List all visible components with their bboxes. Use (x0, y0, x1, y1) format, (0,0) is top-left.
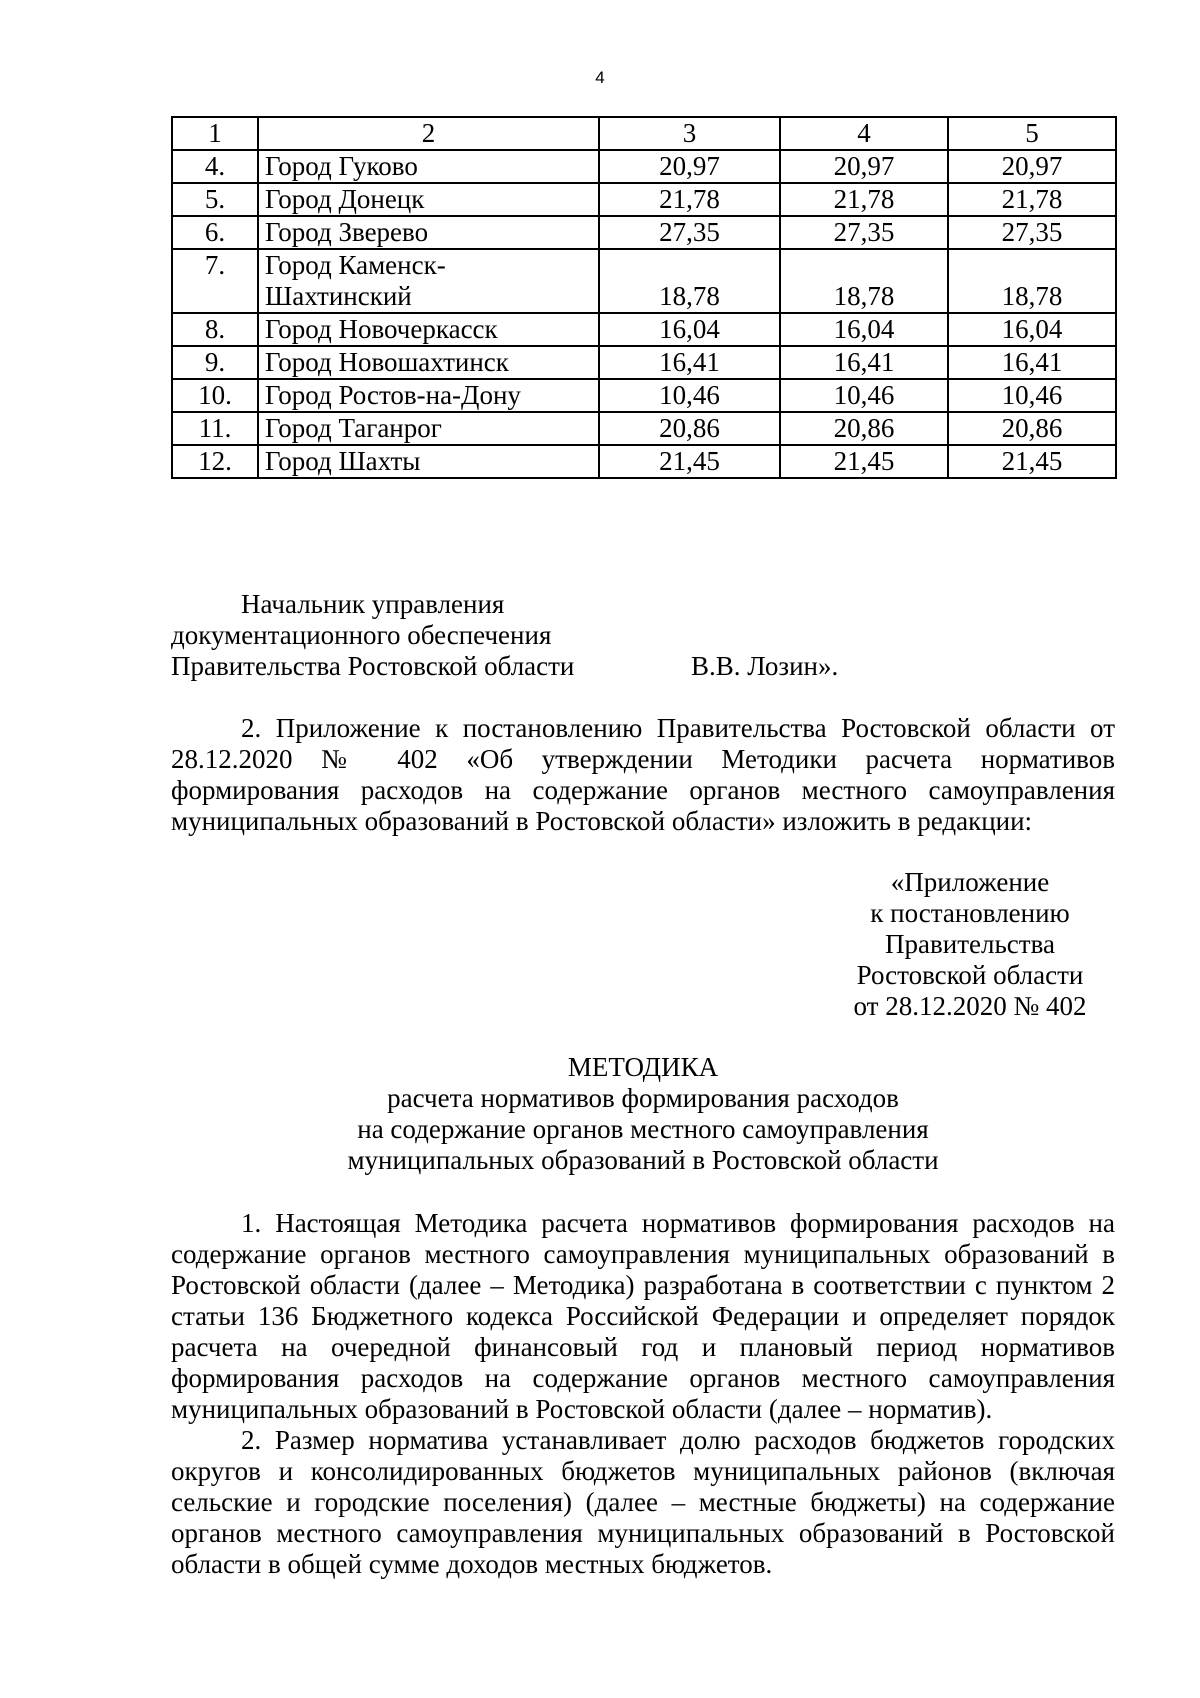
row-number-cell: 10. (172, 379, 258, 412)
clause-2-text: 2. Размер норматива устанавливает долю расходов бюджетов городских округов и консолидированных бюджетов муниципальных районов (включая сельские и городские поселения) (далее – местные бюджеты) на содержание органов местного самоуправления муниципальных образований в Ростовской области в общей сумме доходов местных бюджетов. (171, 1425, 1115, 1579)
value-cell-col5: 27,35 (948, 216, 1116, 249)
signature-position-line: Правительства Ростовской области (171, 651, 575, 681)
row-number-cell: 8. (172, 313, 258, 346)
value-cell-col4: 18,78 (780, 249, 948, 313)
municipality-name-cell (258, 313, 599, 346)
value-cell-col5: 21,45 (948, 445, 1116, 478)
municipality-name-cell (258, 379, 599, 412)
value-cell-col4: 20,86 (780, 412, 948, 445)
row-number-cell: 5. (172, 183, 258, 216)
row-number-cell: 12. (172, 445, 258, 478)
table-row (172, 379, 1116, 412)
municipality-name-cell (258, 216, 599, 249)
table-row (172, 412, 1116, 445)
value-cell-col4: 16,41 (780, 346, 948, 379)
municipality-name-line: Город Шахты (265, 446, 421, 476)
method-title (171, 1052, 1115, 1176)
header-cell: 2 (258, 117, 599, 150)
value-cell-col5: 20,97 (948, 150, 1116, 183)
header-cell: 4 (780, 117, 948, 150)
method-subtitle-line: муниципальных образований в Ростовской области (347, 1145, 939, 1175)
row-number-cell: 7. (172, 249, 258, 313)
value-cell-col5: 16,41 (948, 346, 1116, 379)
signature-name: В.В. Лозин». (691, 651, 839, 681)
municipality-name-cell (258, 183, 599, 216)
municipality-name-line: Город Гуково (265, 151, 418, 181)
value-cell-col5: 20,86 (948, 412, 1116, 445)
appendix-line: от 28.12.2020 № 402 (853, 991, 1087, 1021)
municipality-name-line: Город Новочеркасск (265, 314, 498, 344)
municipality-name-line: Город Зверево (265, 217, 429, 247)
table-row (172, 313, 1116, 346)
municipality-name-line: Город Ростов-на-Дону (265, 380, 521, 410)
value-cell-col3: 27,35 (599, 216, 780, 249)
method-heading: МЕТОДИКА (567, 1052, 719, 1082)
appendix-line: Правительства (885, 929, 1055, 959)
header-cell: 3 (599, 117, 780, 150)
appendix-line: Ростовской области (856, 960, 1084, 990)
row-number-cell: 4. (172, 150, 258, 183)
appendix-line: «Приложение (890, 867, 1050, 897)
header-cell: 1 (172, 117, 258, 150)
value-cell-col4: 21,78 (780, 183, 948, 216)
municipality-name-line: Шахтинский (265, 281, 412, 311)
table-row (172, 249, 1116, 313)
value-cell-col5: 16,04 (948, 313, 1116, 346)
value-cell-col3: 10,46 (599, 379, 780, 412)
municipality-name-cell (258, 150, 599, 183)
table-row (172, 445, 1116, 478)
method-subtitle-line: на содержание органов местного самоуправления (357, 1114, 929, 1144)
value-cell-col4: 16,04 (780, 313, 948, 346)
signature-block (171, 589, 1115, 682)
value-cell-col5: 18,78 (948, 249, 1116, 313)
amendment-paragraph (171, 713, 1115, 837)
signature-position-line: Начальник управления (241, 589, 505, 619)
municipality-name-line: Город Каменск- (265, 250, 446, 280)
value-cell-col3: 21,78 (599, 183, 780, 216)
row-number-cell: 9. (172, 346, 258, 379)
value-cell-col5: 10,46 (948, 379, 1116, 412)
value-cell-col4: 21,45 (780, 445, 948, 478)
method-subtitle-line: расчета нормативов формирования расходов (387, 1083, 899, 1113)
row-number-cell: 6. (172, 216, 258, 249)
row-number-cell: 11. (172, 412, 258, 445)
paragraph-2-text: 2. Приложение к постановлению Правительства Ростовской области от 28.12.2020 № 402 «Об утверждении Методики расчета нормативов формирования расходов на содержание органов местного самоуправления муниципальных образований в Ростовской области» изложить в редакции: (171, 713, 1115, 836)
value-cell-col5: 21,78 (948, 183, 1116, 216)
appendix-line: к постановлению (870, 898, 1070, 928)
value-cell-col4: 10,46 (780, 379, 948, 412)
header-cell: 5 (948, 117, 1116, 150)
value-cell-col3: 20,86 (599, 412, 780, 445)
method-clauses (171, 1208, 1115, 1580)
norms-table-body (172, 117, 1116, 478)
table-row (172, 216, 1116, 249)
municipality-name-line: Город Таганрог (265, 413, 442, 443)
value-cell-col3: 20,97 (599, 150, 780, 183)
value-cell-col4: 20,97 (780, 150, 948, 183)
value-cell-col4: 27,35 (780, 216, 948, 249)
value-cell-col3: 16,04 (599, 313, 780, 346)
table-header-row (172, 117, 1116, 150)
clause-1-text: 1. Настоящая Методика расчета нормативов формирования расходов на содержание органов местного самоуправления муниципальных образований в Ростовской области (далее – Методика) разработана в соответствии с пунктом 2 статьи 136 Бюджетного кодекса Российской Федерации и определяет порядок расчета на очередной финансовый год и плановый период нормативов формирования расходов на содержание органов местного самоуправления муниципальных образований в Ростовской области (далее – норматив). (171, 1208, 1115, 1424)
table-row (172, 183, 1116, 216)
municipality-name-cell (258, 249, 599, 313)
municipality-name-line: Город Донецк (265, 184, 425, 214)
table-row (172, 346, 1116, 379)
page-number: 4 (595, 68, 605, 87)
value-cell-col3: 16,41 (599, 346, 780, 379)
municipality-name-cell (258, 412, 599, 445)
municipality-name-cell (258, 346, 599, 379)
value-cell-col3: 18,78 (599, 249, 780, 313)
table-row (172, 150, 1116, 183)
value-cell-col3: 21,45 (599, 445, 780, 478)
signature-position-line: документационного обеспечения (171, 620, 552, 650)
municipality-name-cell (258, 445, 599, 478)
appendix-reference (830, 867, 1110, 1022)
municipality-name-line: Город Новошахтинск (265, 347, 509, 377)
norms-table (171, 116, 1117, 479)
